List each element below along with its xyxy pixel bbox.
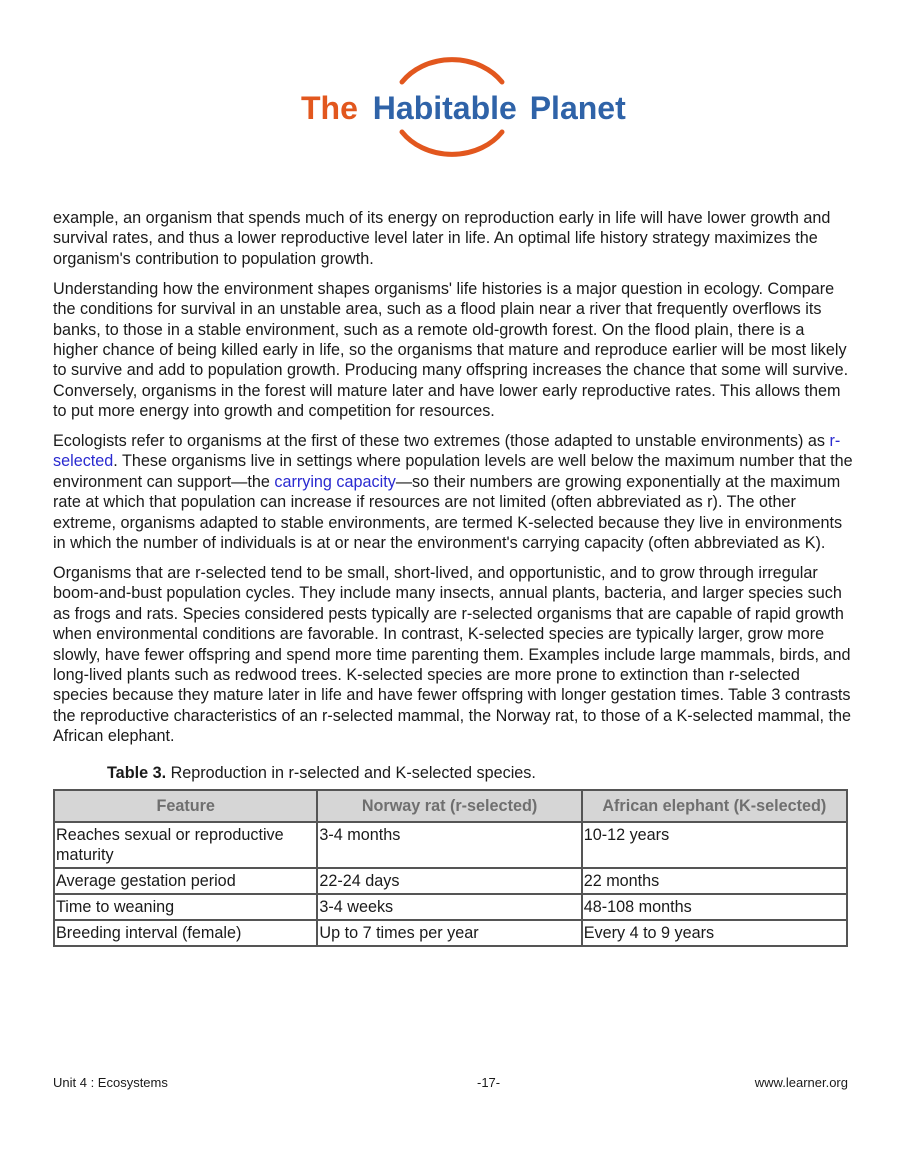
footer-page-number: -17-: [477, 1075, 501, 1090]
paragraph-3-part-b: . These organisms live in settings where population levels are well below the maximum number that the environment can support—the: [53, 452, 853, 491]
header-norway-rat: Norway rat (r-selected): [317, 790, 581, 822]
carrying-capacity-link[interactable]: carrying capacity: [274, 472, 396, 491]
table-cell: Average gestation period: [54, 868, 317, 894]
paragraph-1: example, an organism that spends much of its energy on reproduction early in life will have lower growth and survival rates, and thus a lower reproductive level later in life. An optimal life history strategy maximizes the organism's contribution to population growth.: [53, 209, 831, 268]
footer-website: www.learner.org: [754, 1075, 848, 1090]
svg-text:The Habitable Plan: [301, 90, 626, 126]
table-cell: Every 4 to 9 years: [582, 920, 847, 946]
table-row: [54, 868, 847, 894]
r-selected-link[interactable]: r-selected: [53, 432, 841, 471]
logo-word-the: The: [301, 90, 358, 126]
table-row: [54, 894, 847, 920]
reproduction-table: [53, 789, 848, 947]
paragraph-4: Organisms that are r-selected tend to be small, short-lived, and opportunistic, and to grow through irregular boom-and-bust population cycles. They include many insects, annual plants, bacteria, and larger species such as frogs and rats. Species considered pests typically are r-selected organisms that are capable of rapid growth when environmental conditions are favorable. In contrast, K-selected species are typically larger, grow more slowly, have fewer offspring and spend more time parenting them. Examples include large mammals, birds, and long-lived plants such as redwood trees. K-selected species are more prone to extinction than r-selected species because they mature later in life and have fewer offspring with longer gestation times. Table 3 contrasts the reproductive characteristics of an r-selected mammal, the Norway rat, to those of a K-selected mammal, the African elephant.: [53, 564, 852, 746]
header-feature: Feature: [54, 790, 317, 822]
paragraph-3-part-c: —so their numbers are growing exponentially at the maximum rate at which that population can increase if resources are not limited (often abbreviated as r). The other extreme, organisms adapted to stable environments, are termed K-selected because they live in environments in which the number of individuals is at or near the environment's carrying capacity (often abbreviated as K).: [53, 472, 843, 553]
table-caption: [107, 763, 853, 783]
footer-unit-label: Unit 4 : Ecosystems: [53, 1075, 168, 1090]
logo-word-planet: Planet: [529, 90, 626, 126]
table-cell: 3-4 months: [317, 822, 581, 868]
paragraph-2: Understanding how the environment shapes organisms' life histories is a major question in ecology. Compare the conditions for survival in an unstable area, such as a flood plain near a river that frequently overflows its banks, to those in a stable environment, such as a remote old-growth forest. On the flood plain, there is a higher chance of being killed early in life, so the organisms that mature and reproduce earlier will be most likely to survive and add to population growth. Producing many offspring increases the chance that some will survive. Conversely, organisms in the forest will mature later and have lower early reproductive rates. This allows them to put more energy into growth and competition for resources.: [53, 279, 849, 421]
table-row: [54, 920, 847, 946]
paragraph-3: [53, 431, 853, 553]
table-cell: Up to 7 times per year: [317, 920, 581, 946]
table-cell: 22 months: [582, 868, 847, 894]
the-habitable-planet-logo: [296, 52, 626, 167]
table-caption-text: Reproduction in r-selected and K-selected species.: [166, 763, 536, 782]
header-african-elephant: African elephant (K-selected): [582, 790, 847, 822]
table-cell: 10-12 years: [582, 822, 847, 868]
logo-graphic: [296, 52, 626, 167]
table-header-row: [54, 790, 847, 822]
table-caption-label: Table 3.: [107, 763, 167, 782]
table-cell: Time to weaning: [54, 894, 317, 920]
table-cell: Reaches sexual or reproductive maturity: [54, 822, 317, 868]
table-row: [54, 822, 847, 868]
table-cell: 3-4 weeks: [317, 894, 581, 920]
main-content: [53, 208, 853, 947]
table-cell: Breeding interval (female): [54, 920, 317, 946]
logo-word-habitable: Habitable: [372, 90, 517, 126]
paragraph-3-part-a: Ecologists refer to organisms at the first of these two extremes (those adapted to unstable environments) as: [53, 432, 830, 451]
table-cell: 48-108 months: [582, 894, 847, 920]
table-cell: 22-24 days: [317, 868, 581, 894]
